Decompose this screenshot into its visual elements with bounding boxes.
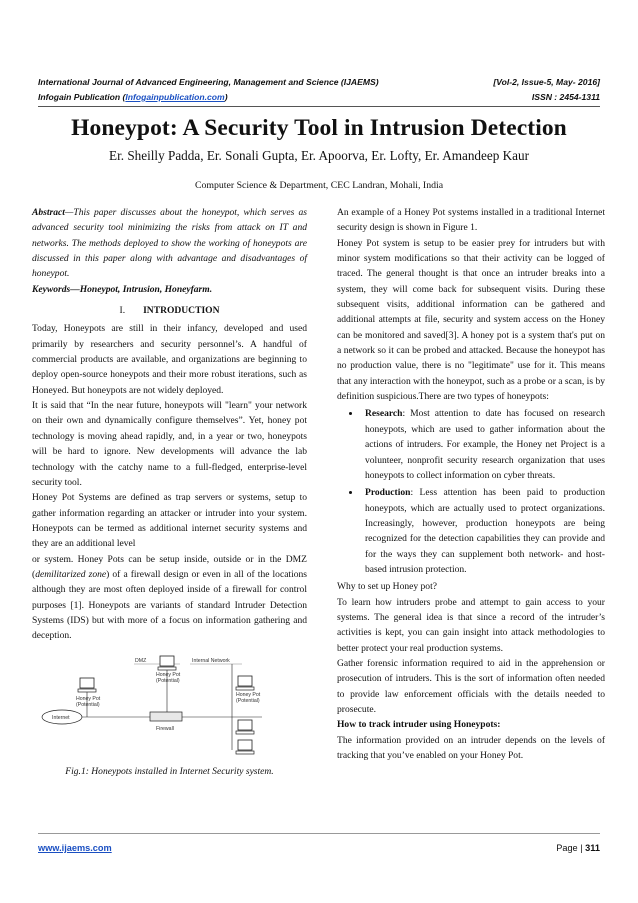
abstract: Abstract—This paper discusses about the honeypot, which serves as advanced security tool minimizing the risks from attack on IT and networks. The methods deployed to show the working of honeypots are discussed in this paper along with advantage and disadvantages of honeypot. [32, 207, 307, 280]
dmz-label: DMZ [135, 657, 147, 664]
question-heading: Why to set up Honey pot? [337, 581, 437, 593]
intro-paragraph-4: or system. Honey Pots can be setup inside, outside or in the DMZ (demilitarized zone) of a firewall design or even in all of the locations although they are most often deployed inside of a firewall for control purposes [1]. Honeypots are variants of standard Intruder Detection Systems (IDS) but with more of a focus on information gathering and deception. [32, 553, 307, 642]
internal-computer-2-icon [236, 740, 254, 754]
paper-title: Honeypot: A Security Tool in Intrusion Detection [71, 115, 567, 141]
network-diagram [32, 650, 307, 758]
firewall-icon [150, 712, 182, 721]
dmz-honeypot-label: Honey Pot [156, 671, 181, 678]
journal-website-link[interactable]: www.ijaems.com [38, 843, 112, 853]
internet-label: Internet [52, 714, 70, 721]
internal-honeypot-label: Honey Pot [236, 691, 261, 698]
figure-1 [32, 650, 307, 758]
right-paragraph-1: An example of a Honey Pot systems installed in a traditional Internet security design is shown in Figure 1. [337, 207, 605, 234]
keywords: Keywords—Honeypot, Intrusion, Honeyfarm. [32, 283, 213, 295]
issn: ISSN : 2454-1311 [531, 92, 600, 102]
footer-rule [38, 833, 600, 834]
dmz-honeypot-potential: (Potential) [156, 677, 180, 684]
paper-authors: Er. Sheilly Padda, Er. Sonali Gupta, Er. Apoorva, Er. Lofty, Er. Amandeep Kaur [109, 148, 529, 163]
dmz-honeypot-computer-icon [158, 656, 176, 670]
outside-honeypot-potential: (Potential) [76, 701, 100, 708]
outside-honeypot-label: Honey Pot [76, 695, 101, 702]
header-rule [38, 106, 600, 107]
list-item: • Production: Less attention has been paid to production honeypots, which are actually used to protect organizations. Increasingly, however, production honeypots are being recognized for the detection capabilities they can provide and for the ways they can supplement both network- and host-based intrusion protection. [361, 485, 605, 577]
publisher-header [38, 92, 600, 102]
right-column [337, 205, 605, 763]
right-paragraph-3: To learn how intruders probe and attempt to gain access to your systems. The general idea is that since a record of the intruder’s activities is kept, you can gain insight into attack methodologies to better protect your real production systems. [337, 596, 605, 654]
internal-honeypot-potential: (Potential) [236, 697, 260, 704]
page-footer [38, 843, 600, 853]
right-paragraph-5: The information provided on an intruder depends on the levels of tracking that you’ve enabled on your Honey Pot. [337, 734, 605, 762]
figure-caption: Fig.1: Honeypots installed in Internet Security system. [65, 765, 274, 777]
list-item: • Research: Most attention to date has focused on research honeypots, which are used to gather information about the actions of intruders. For example, the Honey net Project is a volunteer, nonprofit security research organization that uses honeypots to collect information on cyber threats. [361, 406, 605, 483]
right-paragraph-2: Honey Pot system is setup to be easier prey for intruders but with minor system modifications so that their activity can be logged of traced. The general thought is that once an intruder breaks into a system, they will come back for subsequent visits. During these subsequent visits, additional information can be gathered and additional attempts at file, security and system access on the Honey can be monitored and saved[3]. A honey pot is a system that's put on a network so it can be probed and attacked. Because the honeypot has no production value, there is no "legitimate" use for it. This means that any interaction with the honeypot, such as a probe or a scan, is by definition suspicious.There are two types of honeypots: [337, 237, 605, 403]
firewall-label: Firewall [156, 725, 174, 732]
outside-honeypot-computer-icon [78, 678, 96, 692]
journal-header [38, 77, 600, 87]
internal-computer-icon [236, 720, 254, 734]
left-column [32, 205, 307, 779]
publisher-link[interactable]: Infogainpublication.com [125, 92, 225, 102]
internal-network-label: Internal Network [192, 657, 230, 664]
intro-paragraph-1: Today, Honeypots are still in their infancy, developed and used primarily by researchers and security personnel’s. A handful of commercial products are available, and organizations are beginning to deploy open-source honeypots and their more robust iterations, such as Honeyed. But honeypots are not widely deployed. [32, 323, 307, 396]
intro-paragraph-2: It is said that “In the near future, honeypots will "learn" your network on their own and dynamically configure themselves”. Yet, honey pot technology is moving ahead rapidly, and, in a year or two, honeypots will be hard to ignore. New developments will advance the lab technology with the catchy name to a full-fledged, enterprise-level security tool. [32, 400, 307, 488]
section-heading: I. INTRODUCTION [119, 305, 220, 317]
subheading: How to track intruder using Honeypots: [337, 719, 501, 731]
honeypot-types-list [337, 406, 605, 577]
page-number: Page | 311 [556, 843, 600, 853]
journal-name: International Journal of Advanced Engineering, Management and Science (IJAEMS) [38, 77, 379, 87]
internal-honeypot-computer-icon [236, 676, 254, 690]
intro-paragraph-3: Honey Pot Systems are defined as trap servers or systems, setup to gather information regarding an attacker or intruder into your system. Honeypots can be termed as additional internet security systems and they are an additional level [32, 492, 307, 550]
volume-info: [Vol-2, Issue-5, May- 2016] [493, 77, 600, 87]
publisher: Infogain Publication (Infogainpublication.com) [38, 92, 228, 102]
paper-affiliation: Computer Science & Department, CEC Landran, Mohali, India [194, 180, 444, 191]
right-paragraph-4: Gather forensic information required to aid in the apprehension or prosecution of intruders. This is the sort of information often needed to provide law enforcement officials with the details needed to prosecute. [337, 657, 605, 715]
